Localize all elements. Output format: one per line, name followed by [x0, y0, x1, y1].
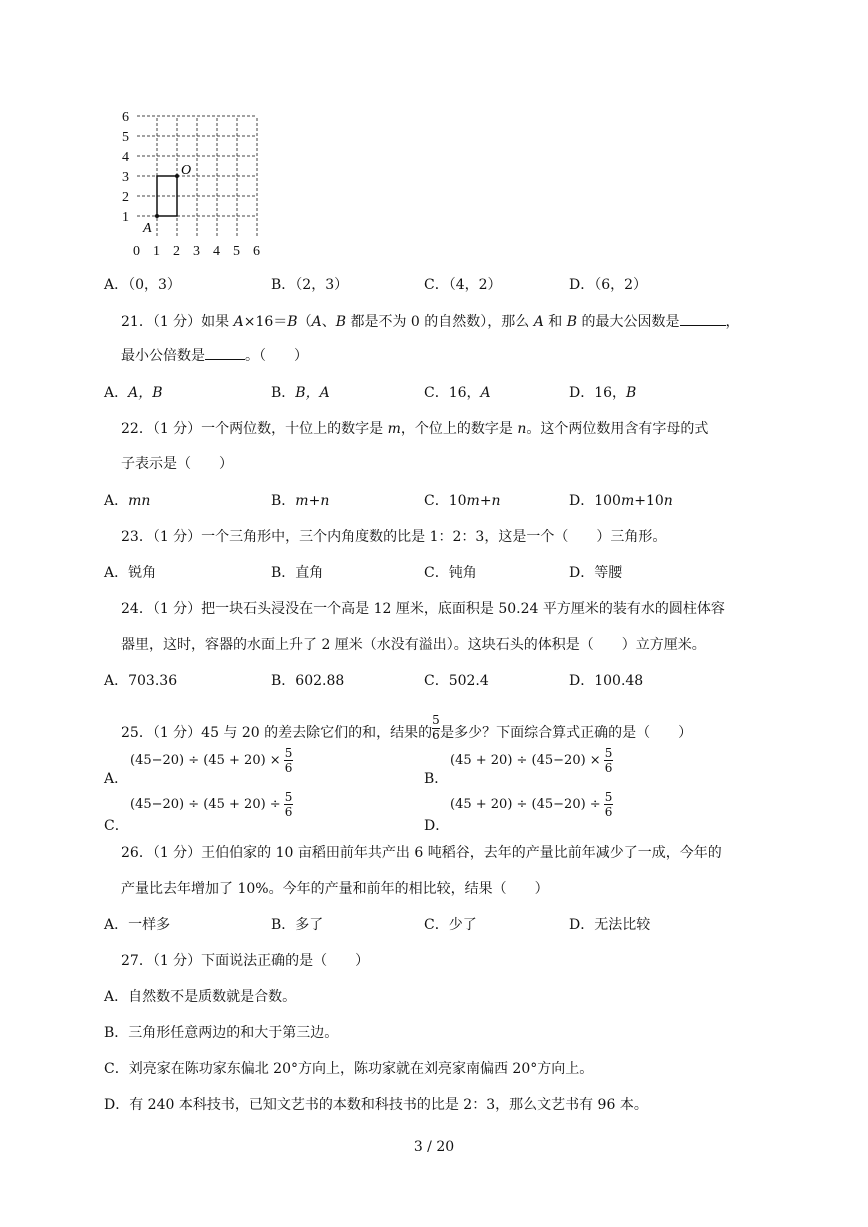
q27-option-c[interactable]: C．刘亮家在陈功家东偏北 20°方向上，陈功家就在刘亮家南偏西 20°方向上。 — [104, 1061, 594, 1077]
q23-stem: 23．（1 分）一个三角形中，三个内角度数的比是 1：2：3，这是一个（ ）三角形。 — [121, 529, 667, 545]
point-a — [155, 214, 159, 218]
y-tick-label: 6 — [122, 110, 129, 125]
q22-option-b[interactable]: B．m+n — [271, 493, 330, 509]
y-tick-label: 4 — [122, 150, 129, 165]
q21-option-d[interactable]: D．16，B — [569, 385, 637, 401]
x-tick-label: 0 — [133, 244, 140, 259]
x-tick-label: 6 — [253, 244, 260, 259]
q25-option-c-expr[interactable]: (45−20) ÷ (45 + 20) ÷ $\frac{5}{6}$ — [130, 790, 293, 819]
q25-option-b-expr[interactable]: (45 + 20) ÷ (45−20) × $\frac{5}{6}$ — [450, 746, 613, 775]
q25-option-d-label[interactable]: D． — [424, 818, 450, 834]
q25-option-b-label[interactable]: B． — [424, 771, 449, 787]
q24-option-c[interactable]: C．502.4 — [424, 673, 489, 689]
q22-option-d[interactable]: D．100m+10n — [569, 493, 673, 509]
q25-stem: 25．（1 分）45 与 20 的差去除它们的和，结果的 $\frac{5}{6}$ 是多少？下面综合算式正确的是（ ） — [121, 713, 693, 742]
y-tick-label: 5 — [122, 130, 129, 145]
q23-option-a[interactable]: A．锐角 — [104, 565, 157, 581]
x-tick-label: 4 — [213, 244, 220, 259]
q26-option-c[interactable]: C．少了 — [424, 917, 477, 933]
q26-option-d[interactable]: D．无法比较 — [569, 917, 651, 933]
q27-option-b[interactable]: B．三角形任意两边的和大于第三边。 — [104, 1025, 339, 1041]
y-tick-label: 3 — [122, 170, 129, 185]
q25-option-a-expr[interactable]: (45−20) ÷ (45 + 20) × $\frac{5}{6}$ — [130, 746, 293, 775]
label-a: A — [143, 221, 152, 236]
q22-stem-line2: 子表示是（ ） — [121, 456, 233, 472]
q22-option-a[interactable]: A．mn — [104, 493, 151, 509]
q26-option-b[interactable]: B．多了 — [271, 917, 324, 933]
q20-option-c[interactable]: C．（4，2） — [424, 277, 502, 293]
q26-stem-line2: 产量比去年增加了 10%。今年的产量和前年的相比较，结果（ ） — [121, 881, 549, 897]
q22-stem-line1: 22．（1 分）一个两位数，十位上的数字是 m，个位上的数字是 n。这个两位数用含有字母的式 — [121, 421, 709, 437]
q22-option-c[interactable]: C．10m+n — [424, 493, 501, 509]
q27-stem: 27．（1 分）下面说法正确的是（ ） — [121, 953, 370, 969]
q24-option-a[interactable]: A．703.36 — [104, 673, 178, 689]
q21-blank-1[interactable] — [680, 313, 726, 326]
fraction: $\frac{5}{6}$ — [604, 790, 613, 819]
coordinate-grid-figure — [112, 106, 272, 262]
q21-option-b[interactable]: B．B，A — [271, 385, 330, 401]
q24-option-d[interactable]: D．100.48 — [569, 673, 644, 689]
x-tick-label: 5 — [233, 244, 240, 259]
y-tick-label: 1 — [122, 210, 129, 225]
q20-option-b[interactable]: B．（2，3） — [271, 277, 349, 293]
q25-option-d-expr[interactable]: (45 + 20) ÷ (45−20) ÷ $\frac{5}{6}$ — [450, 790, 613, 819]
fraction: $\frac{5}{6}$ — [604, 746, 613, 775]
q24-option-b[interactable]: B．602.88 — [271, 673, 345, 689]
q24-stem-line2: 器里，这时，容器的水面上升了 2 厘米（水没有溢出）。这块石头的体积是（ ）立方厘米。 — [121, 637, 706, 653]
q25-option-c-label[interactable]: C． — [104, 818, 129, 834]
x-tick-label: 2 — [173, 244, 180, 259]
y-tick-label: 2 — [122, 190, 129, 205]
q20-option-d[interactable]: D．（6，2） — [569, 277, 648, 293]
point-o — [175, 174, 179, 178]
q25-option-a-label[interactable]: A． — [104, 771, 129, 787]
page-number: 3 / 20 — [413, 1139, 455, 1155]
label-o: O — [181, 163, 192, 178]
fraction: $\frac{5}{6}$ — [284, 746, 293, 775]
q23-option-c[interactable]: C．钝角 — [424, 565, 477, 581]
q20-option-a[interactable]: A．（0，3） — [104, 277, 181, 293]
x-tick-label: 1 — [153, 244, 160, 259]
q21-blank-2[interactable] — [205, 347, 245, 360]
q24-stem-line1: 24．（1 分）把一块石头浸没在一个高是 12 厘米，底面积是 50.24 平方厘米的装有水的圆柱体容 — [121, 601, 725, 617]
q26-stem-line1: 26．（1 分）王伯伯家的 10 亩稻田前年共产出 6 吨稻谷，去年的产量比前年减少了一成，今年的 — [121, 845, 722, 861]
x-tick-label: 3 — [193, 244, 200, 259]
fraction: $\frac{5}{6}$ — [284, 790, 293, 819]
q27-option-d[interactable]: D．有 240 本科技书，已知文艺书的本数和科技书的比是 2：3，那么文艺书有 96 本。 — [104, 1097, 648, 1113]
q23-option-b[interactable]: B．直角 — [271, 565, 324, 581]
q26-option-a[interactable]: A．一样多 — [104, 917, 171, 933]
q21-stem-line1: 21．（1 分）如果 A×16＝B（A、B 都是不为 0 的自然数），那么 A 和 B 的最大公因数是 ， — [121, 314, 740, 330]
q21-stem-line2: 最小公倍数是 。（ ） — [121, 348, 308, 364]
q21-option-a[interactable]: A．A，B — [104, 385, 163, 401]
q23-option-d[interactable]: D．等腰 — [569, 565, 623, 581]
q21-option-c[interactable]: C．16，A — [424, 385, 491, 401]
q27-option-a[interactable]: A．自然数不是质数就是合数。 — [104, 989, 297, 1005]
